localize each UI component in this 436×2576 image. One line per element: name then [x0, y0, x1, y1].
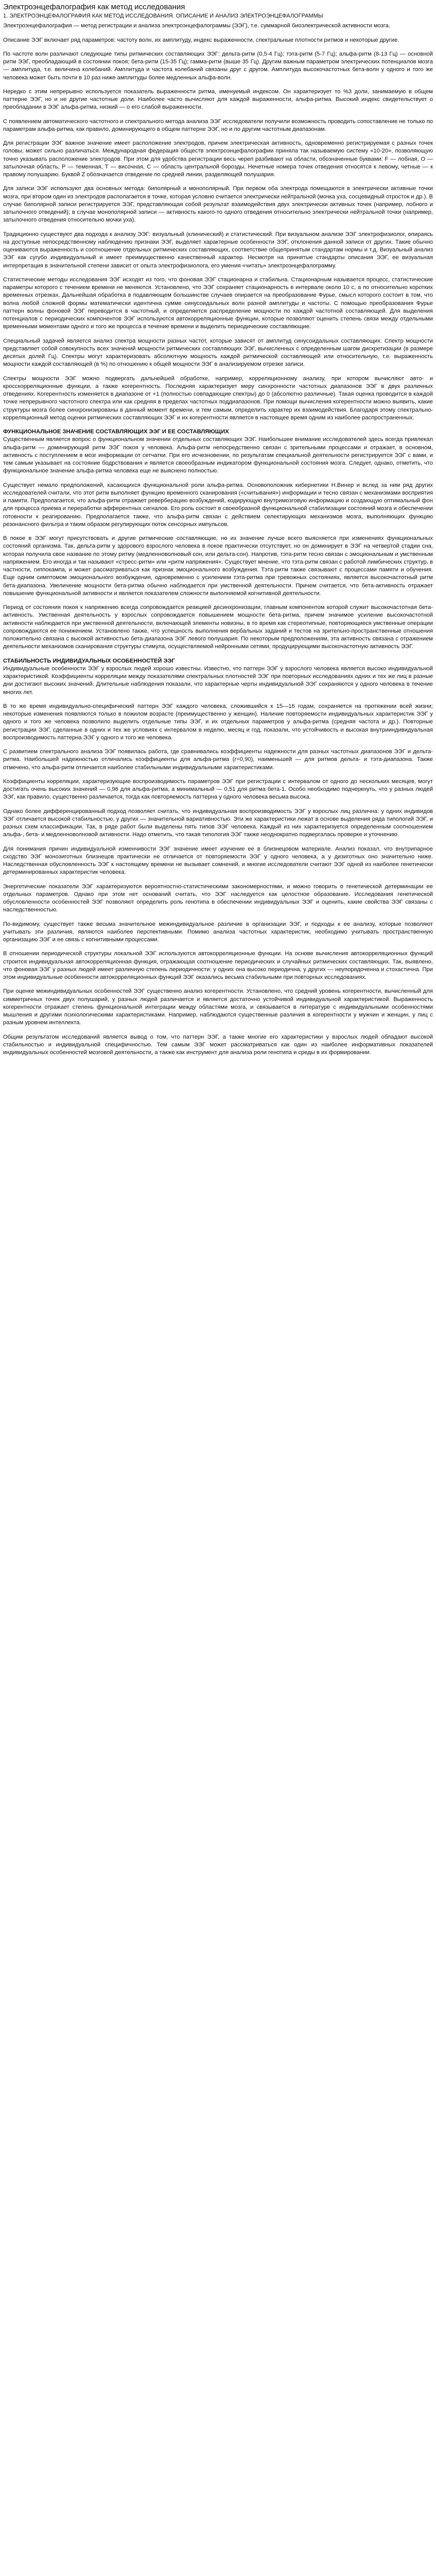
paragraph: Период от состояния покоя к напряжению всегда сопровождается реакцией десинхронизации, главным компонентом которой служит высокочастотная бета-активность. Умственная деятельность у взрослых сопровождается повышением мощности бета-ритма, причем значимое усиление высокочастотной активности наблюдается при умственной деятельности, включающей элементы новизны, в то время как стереотипные, повторяющиеся умственные операции сопровождаются ее понижением. Установлено также, что успешность выполнения вербальных заданий и тестов на зрительно-пространственные отношения положительно связана с высокой активностью бета-диапазона ЭЭГ левого полушария. По некоторым предположениям, эта активность связана с отражением деятельности механизмов сканирования структуры стимула, осуществляемой нейронными сетями, продуцирующими высокочастотную активность ЭЭГ. [3, 604, 433, 650]
paragraph: Для регистрации ЭЭГ важное значение имеет расположение электродов, причем электрическая активность, одновременно регистрируемая с разных точек головы, может сильно различаться. Международная федерация обществ электроэнцефалографии приняла так называемую систему «10-20», позволяющую точно указывать расположение электродов. При этом для удобства регистрации весь череп разбивают на области, обозначенные буквами: F — лобная, O — затылочная область, P — теменная, T — височная, C — область центральной борозды. Нечетные номера точек отведения относятся к левому, четные — к правому полушарию. Буквой Z обозначается отведение по средней линии, разделяющей полушария. [3, 140, 433, 178]
paragraph: Традиционно существуют два подхода к анализу ЭЭГ: визуальный (клинический) и статистический. При визуальном анализе ЭЭГ электрофизиолог, опираясь на доступные непосредственному наблюдению признаки ЭЭГ, выделяет характерные особенности ЭЭГ, отклонения данной записи от других. Такие обычно оцениваются выраженность и соотношение отдельных ритмических составляющих, соответствие общепринятым стандартам нормы и т.д. Визуальный анализ ЭЭГ как сугубо индивидуальный и имеет преимущественно качественный характер. Несмотря на принятые стандарты описания ЭЭГ, ее визуальная интерпретация в значительной степени зависит от опыта электрофизиолога, его умения «читать» электроэнцефалограмму. [3, 231, 433, 269]
paragraph: Электроэнцефалография — метод регистрации и анализа электроэнцефалограммы (ЭЭГ), т.е. суммарной биоэлектрической активности мозга. [3, 23, 390, 29]
paragraph: В то же время индивидуально-специфический паттерн ЭЭГ каждого человека, сложившийся к 15—16 годам, сохраняется на протяжении всей жизни; некоторые изменения появляются только в пожилом возрасте (преимущественно у женщин). Наличие повторяемости индивидуальных характеристик ЭЭГ у одного и того же человека позволило выделить отдельные типы ЭЭГ, и их отдельных параметров у альфа-ритма (средняя частота и др.). Повторные регистрации ЭЭГ, сделанные в одних и тех же условиях с интервалом в неделю, месяц и год, показали, что устойчивость и высокая внутрииндивидуальная воспроизводимость паттерна ЭЭГ у одного и того же человека. [3, 703, 433, 741]
paragraph: Общим результатом исследований является вывод о том, что паттерн ЭЭГ, а также многие его характеристики у взрослых людей обладают высокой стабильностью и индивидуальной специфичностью. Тем самым ЭЭГ может рассматриваться как один из наиболее информативных показателей индивидуальных особенностей мозговой деятельности, а также как инструмент для анализа роли генотипа и среды в их формировании. [3, 1033, 433, 1056]
paragraph: Для понимания причин индивидуальной изменчивости ЭЭГ значение имеет изучение ее в близнецовом материале. Анализ показал, что внутрипарное сходство ЭЭГ монозиготных близнецов практически не отличается от повторяемости ЭЭГ у одного человека, а у дизиготных оно значительно ниже. Наследственная обусловленность ЭЭГ к настоящему времени не вызывает сомнений, и многие исследователи считают ЭЭГ одной из наиболее генетически детерминированных характеристик человека. [3, 845, 433, 876]
paragraph: Существенным является вопрос о функциональном значении отдельных составляющих ЭЭГ. Наибольшее внимание исследователей здесь всегда привлекал альфа-ритм — доминирующий ритм ЭЭГ покоя у человека. Альфа-ритм непосредственно связан с зрительными процессами и отражает, в основном, активность с поступлением в мозг информации от сетчатки. При его исчезновении, по результатам специальной деятельности регистрируется ЭЭГ с вами, и тем самым указывает на состояние бодрствования и является своеобразным индикатором функциональной состояния мозга. Следует, однако, отметить, что функциональное значение альфа-ритма человека еще не выяснено полностью. [3, 436, 433, 474]
paragraph: Энергетические показатели ЭЭГ характеризуются вероятностно-статистическими закономерностями, и можно говорить о генетической детерминации ее отдельных параметров. Однако при этом нет оснований считать, что ЭЭГ наследуется как целостное образование. Исследования генетической обусловленности особенностей ЭЭГ позволяют определить роль генотипа в обеспечении индивидуальных ЭЭГ и оценить, какие свойства ЭЭГ связаны с наследственностью. [3, 883, 433, 913]
paragraph: По-видимому, существует также весьма значительное межиндивидуальное различие в организации ЭЭГ, и подходы к ее анализу, которые позволяют учитывать эти различия, являются наиболее перспективными. Помимо анализа частотных характеристик, необходимо учитывать пространственную организацию ЭЭГ и ее связь с когнитивными процессами. [3, 921, 433, 943]
paragraph: По частоте волн различают следующие типы ритмических составляющих ЭЭГ: дельта-ритм (0,5-4 Гц); тэта-ритм (5-7 Гц); альфа-ритм (8-13 Гц) — основной ритм ЭЭГ, преобладающий в состоянии покоя; бета-ритм (15-35 Гц); гамма-ритм (выше 35 Гц). Другим важным параметром электрических потенциалов мозга — амплитуда, т.е. величина колебаний. Амплитуда и частота колебаний связаны друг с другом. Амплитуда высокочастотных бета-волн у одного и того же человека может быть почти в 10 раз ниже амплитуды более медленных альфа-волн. [3, 50, 433, 81]
paragraph: С появлением автоматического частотного и спектрального метода анализа ЭЭГ исследователи получили возможность проводить сопоставление не только по параметрам альфа-ритма, как правило, доминирующего в общем паттерне ЭЭГ, но и по другим частотным диапазонам. [3, 118, 433, 132]
section-heading: ФУНКЦИОНАЛЬНОЕ ЗНАЧЕНИЕ СОСТАВЛЯЮЩИХ ЭЭГ И ЕЕ СОСТАВЛЯЮЩИХ [3, 429, 229, 435]
paragraph: В отношении периодической структуры локальной ЭЭГ используются автокорреляционные функции. На основе вычисления автокорреляционных функций строится индивидуальная автокорреляционная функция, отражающая соотношение периодических и случайных ритмических составляющих. Так, выявлено, что фоновая ЭЭГ у разных людей имеет различную степень периодичности: у одних она высоко периодична, у других — неупорядоченна и стохастична. При этом индивидуальные особенности автокорреляционных функций ЭЭГ оказались весьма стабильными при повторных исследованиях. [3, 951, 433, 980]
page-title: Электроэнцефалография как метод исследования [3, 3, 185, 11]
section-heading: СТАБИЛЬНОСТЬ ИНДИВИДУАЛЬНЫХ ОСОБЕННОСТЕЙ ЭЭГ [3, 657, 175, 664]
paragraph: Существует немало предположений, касающихся функциональной роли альфа-ритма. Основоположник кибернетики Н.Винер и вслед за ним ряд других исследователей считали, что этот ритм выполняет функцию временного сканирования («считывания») информации и тесно связан с механизмами восприятия и памяти. Предполагается, что альфа-ритм отражает реверберацию возбуждений, кодирующую внутримозговую информацию и создающую оптимальный фон для процесса приема и переработки афферентных сигналов. Его роль состоит в своеобразной функциональной стабилизации состояний мозга и обеспечении готовности к реагированию. Предполагается также, что альфа-ритм связан с действием селектирующих механизмов мозга, выполняющих функцию резонансного фильтра и таким образом регулирующих поток сенсорных импульсов. [3, 482, 433, 528]
paragraph: Для записи ЭЭГ используют два основных метода: биполярный и монополярный. При первом оба электрода помещаются в электрически активные точки мозга, при втором один из электродов располагается в точке, которая условно считается электрически нейтральной (мочка уха, сосцевидный отросток и др.). В случае биполярной записи регистрируется ЭЭГ, представляющая собой результат взаимодействия двух электрически активных точек (например, лобного и затылочного отведений); в случае монополярной записи — активность какого-то одного отведения относительно электрически нейтральной точки (например, затылочного отведения относительно мочки уха). [3, 185, 433, 224]
paragraph: Индивидуальные особенности ЭЭГ у взрослых людей хорошо известны. Известно, что паттерн ЭЭГ у взрослого человека является высоко индивидуальной характеристикой. Коэффициенты корреляции между показателями спектральных плотностей ЭЭГ при повторных исследованиях одних и тех же лиц в разные дни достигают высоких значений. Длительные наблюдения показали, что характерные черты индивидуальной ЭЭГ сохраняются у одного человека в течение многих лет. [3, 665, 433, 696]
paragraph: В покое в ЭЭГ могут присутствовать и другие ритмические составляющие, но их значение лучше всего выясняется при изменениях функциональных состояний организма. Так, дельта-ритм у здорового взрослого человека в покое практически отсутствует, но он доминирует в ЭЭГ на четвертой стадии сна, которая получила свое название по этому ритму (медленноволновый сон, или дельта-сон). Напротив, тэта-ритм тесно связан с эмоциональным и умственным напряжением. Его иногда и так называют «стресс-ритм» или «ритм напряжения». Существует мнение, что тэта-ритм связан с работой лимбических структур, в частности, гиппокампа, и может рассматриваться как признак эмоционального возбуждения. Тэта-ритм также связывают с процессами памяти и обучения. Еще одним симптомом эмоционального возбуждения, одновременно с усилением тэта-ритма при тревожных состояниях, является высокочастотный ритм бета-диапазона. Увеличение мощности бета-ритма обычно наблюдается при умственной деятельности. Причем считается, что бета-активность отражает повышение функциональной активности и является показателем сложности выполняемой когнитивной деятельности. [3, 535, 433, 597]
section-heading: 1. ЭЛЕКТРОЭНЦЕФАЛОГРАФИЯ КАК МЕТОД ИССЛЕДОВАНИЯ. ОПИСАНИЕ И АНАЛИЗ ЭЛЕКТРОЭНЦЕФАЛОГРАММЫ [3, 13, 323, 19]
paragraph: Статистические методы исследования ЭЭГ исходят из того, что фоновая ЭЭГ стационарна и стабильна. Стационарным называется процесс, статистические параметры которого с течением времени не меняются. Установлено, что ЭЭГ сохраняет стационарность в интервале около 10 с, а по относительно коротких временных отрезках. Дальнейшая обработка в подавляющем большинстве случаев опирается на преобразование Фурье, смысл которого состоит в том, что волна любой сложной формы математически идентична сумме синусоидальных волн разной амплитуды и частоты. С помощью преобразования Фурье паттерн волны фоновой ЭЭГ переводится в частотный, и определяется распределение мощности по каждой частотной составляющей. Для выделения потенциалов с периодических компонентов ЭЭГ используются автокорреляционные функции, которые позволяют оценить степень связи между отдельными временными моментами одного и того же процесса в течение времени и выделить периодические составляющие. [3, 276, 433, 330]
paragraph: Коэффициенты корреляции, характеризующие воспроизводимость параметров ЭЭГ при регистрации с интервалом от одного до нескольких месяцев, могут достигать очень высоких значений — 0,96 для альфа-ритма, а минимальный — 0,51 для ритма бета-1. Особо необходимо подчеркнуть, что у разных людей ЭЭГ, как правило, существенно различается, тогда как повторяемость паттерна у одного человека весьма высока. [3, 778, 433, 801]
paragraph: Нередко с этим непрерывно используется показатель выраженности ритма, именуемый индексом. Он характеризует то %3 доли, занимаемую в общем паттерне ЭЭГ, но и не другие частотные доли. Наиболее часто вычисляют для каждой выраженности, альфа-ритма. Высокий индекс свидетельствует о преобладании в ЭЭГ альфа-ритма, низкий — о его слабой выраженности. [3, 88, 433, 111]
document [0, 0, 436, 1068]
paragraph: Специальный задачей является анализ спектра мощности разных частот, которые зависят от амплитуд синусоидальных составляющих. Спектр мощности представляет собой совокупность всех значений мощности ритмических составляющих ЭЭГ, вычисленных с определенным шагом дискретизации (в размере десятых долей Гц). Спектры могут характеризовать абсолютную мощность каждой ритмической составляющей или относительную, т.е. выраженность мощности каждой составляющей (в %) по отношению к общей мощности ЭЭГ в анализируемом отрезке записи. [3, 337, 433, 368]
paragraph: С развитием спектрального анализа ЭЭГ появилась работа, где сравнивались коэффициенты надежности для разных частотных диапазонов ЭЭГ и дельта-ритма. Наибольшей надежностью отличались коэффициенты для альфа-ритма (r=0,90), наименьшей — для ритмов дельта- и тэта-диапазона. Также отмечено, что альфа-ритм отличается наиболее стабильными индивидуальными характеристиками. [3, 749, 433, 771]
paragraph: Описание ЭЭГ включает ряд параметров: частоту волн, их амплитуду, индекс выраженности, спектральные плотности ритмов и некоторые другие. [3, 37, 399, 43]
paragraph: Однако более дифференцированный подход позволяет считать, что индивидуальная воспроизводимость ЭЭГ у взрослых лиц различна: у одних индивидов ЭЭГ отличается высокой стабильностью, у других — значительной вариативностью. Эти же характеристики лежат в основе выделения ряда типологий ЭЭГ, и разных схем классификации. Так, в ряде работ были выделены пять типов ЭЭГ человека. Каждый из них характеризуется определенным соотношением альфа-, бета- и медленноволновой активности. Надо отметить, что такая типология ЭЭГ также неоднократно подвергалась проверке и уточнению. [3, 808, 433, 838]
paragraph: При оценке межиндивидуальных особенностей ЭЭГ существенно анализ когерентности. Установлено, что средний уровень когерентности, вычисленный для симметричных точек двух полушарий, у разных людей различается и является достаточно устойчивой индивидуальной характеристикой. Выраженность когерентности отражает степень функциональной интеграции между областями мозга, и связывается в литературе с индивидуальными особенностями мышления и другими психологическими характеристиками. Например, наблюдаются существенные различия в когерентности у мужчин и женщин, у лиц с разным уровнем интеллекта. [3, 988, 433, 1026]
paragraph: Спектры мощности ЭЭГ можно подвергать дальнейшей обработке, например, корреляционному анализу, при котором вычисляют авто- и кросскорреляционные функции, а также когерентность. Последняя характеризует меру синхронности частотных диапазонов ЭЭГ в двух различных отведениях. Когерентность изменяется в диапазоне от +1 (полностью совпадающие спектры) до 0 (абсолютно различные). Такая оценка проводится в каждой точке непрерывного частотного спектра или как средняя в пределах частотных поддиапазонов. При помощи вычисления когерентности можно выявить, какие структуры мозга более синхронизированы в данный момент времени, и тем самым, определить характер их взаимодействия. Благодаря этому спектрально-корреляционный метод оценки ритмических составляющих ЭЭГ и их когерентности является в настоящее время одним из наиболее распространенных. [3, 375, 433, 421]
